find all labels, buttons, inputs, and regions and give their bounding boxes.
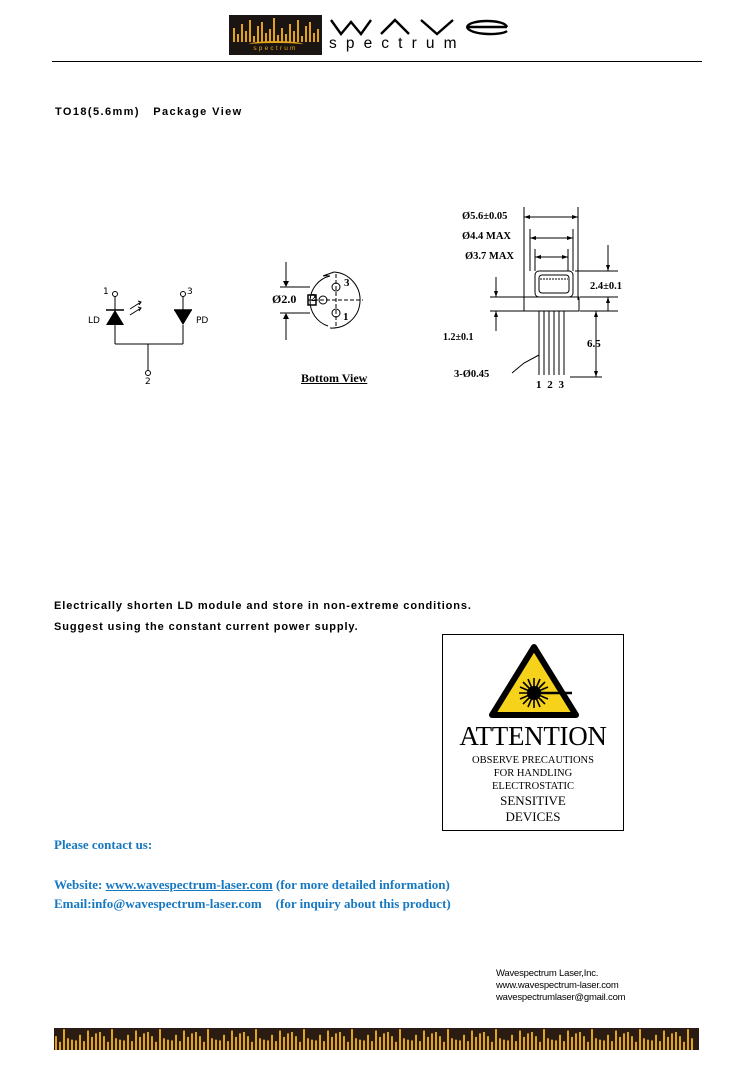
footer-bar-stripe <box>651 1040 653 1050</box>
footer-bar-stripe <box>547 1038 549 1050</box>
logo-bar <box>281 28 283 42</box>
logo-bar <box>253 36 255 42</box>
footer-bar-stripe <box>279 1031 281 1050</box>
footer-bar-stripe <box>187 1037 189 1050</box>
ld-label: LD <box>88 316 100 326</box>
footer-bar-stripe <box>347 1042 349 1050</box>
footer-bar-stripe <box>583 1036 585 1050</box>
footer-bar-stripe <box>219 1040 221 1050</box>
footer-bar-stripe <box>283 1037 285 1050</box>
logo-bar <box>301 36 303 42</box>
footer-bar-stripe <box>443 1042 445 1050</box>
footer-bar-stripe <box>611 1041 613 1050</box>
attention-line-4: SENSITIVE <box>500 793 566 808</box>
footer-bar-stripe <box>263 1040 265 1050</box>
footer-bar-stripe <box>463 1035 465 1050</box>
note-storage: Electrically shorten LD module and store in non-extreme conditions. <box>54 600 472 612</box>
footer-bar-stripe <box>515 1041 517 1050</box>
footer-bar-stripe <box>399 1029 401 1050</box>
footer-bar-stripe <box>687 1029 689 1050</box>
logo-bar <box>261 22 263 42</box>
logo-spectrum-small: spectrum <box>253 45 298 52</box>
footer-bar-stripe <box>395 1042 397 1050</box>
logo-bar <box>313 33 315 42</box>
dim-leads: 3-Ø0.45 <box>454 369 490 380</box>
footer-bar-stripe <box>479 1033 481 1050</box>
footer-bar-stripe <box>59 1042 61 1050</box>
footer-bar-stripe <box>559 1035 561 1050</box>
footer-bar-stripe <box>311 1040 313 1050</box>
footer-bar-stripe <box>239 1033 241 1050</box>
footer-decorative-bar <box>54 1028 699 1050</box>
footer-bar-stripe <box>159 1029 161 1050</box>
logo-bars-graphic <box>229 17 322 43</box>
footer-bar-stripe <box>199 1036 201 1050</box>
footer-bar-stripe <box>667 1037 669 1050</box>
esd-attention-box <box>442 634 624 831</box>
footer-bar-stripe <box>551 1040 553 1050</box>
footer-bar-stripe <box>251 1042 253 1050</box>
footer-bar-stripe <box>103 1036 105 1050</box>
footer-bar-stripe <box>83 1041 85 1050</box>
footer-bar-stripe <box>259 1038 261 1050</box>
footer-bar-stripe <box>247 1036 249 1050</box>
bottom-view-pin1: 1 <box>343 311 349 323</box>
footer-bar-stripe <box>367 1035 369 1050</box>
footer-bar-stripe <box>99 1032 101 1050</box>
footer-bar-stripe <box>339 1032 341 1050</box>
footer-bar-stripe <box>511 1035 513 1050</box>
footer-bar-stripe <box>207 1029 209 1050</box>
dim-height: 2.4±0.1 <box>590 281 623 292</box>
footer-bar-stripe <box>579 1032 581 1050</box>
footer-bar-stripe <box>327 1031 329 1050</box>
footer-bar-stripe <box>203 1042 205 1050</box>
attention-title: ATTENTION <box>459 721 607 751</box>
footer-bar-stripe <box>179 1041 181 1050</box>
footer-bar-stripe <box>427 1037 429 1050</box>
pin3-label: 3 <box>187 287 193 297</box>
footer-bar-stripe <box>655 1035 657 1050</box>
bottom-view-pin2: 2 <box>311 292 317 304</box>
footer-bar-stripe <box>647 1040 649 1050</box>
logo-bar <box>293 31 295 42</box>
attention-line-5: DEVICES <box>505 809 561 824</box>
footer-bar-stripe <box>471 1031 473 1050</box>
footer-bar-stripe <box>363 1040 365 1050</box>
logo-mark <box>229 15 322 55</box>
footer-bar-stripe <box>111 1029 113 1050</box>
footer-bar-stripe <box>643 1038 645 1050</box>
footer-bar-stripe <box>119 1040 121 1050</box>
footer-bar-stripe <box>243 1032 245 1050</box>
logo-bar <box>257 26 259 42</box>
footer-bar-stripe <box>603 1040 605 1050</box>
footer-bar-stripe <box>503 1040 505 1050</box>
footer-bar-stripe <box>315 1040 317 1050</box>
company-website: www.wavespectrum-laser.com <box>496 980 619 991</box>
footer-bar-stripe <box>523 1037 525 1050</box>
footer-bar-stripe <box>287 1033 289 1050</box>
website-link[interactable]: www.wavespectrum-laser.com <box>105 877 273 892</box>
footer-bar-stripe <box>267 1040 269 1050</box>
footer-bar-stripe <box>407 1040 409 1050</box>
footer-bar-stripe <box>495 1029 497 1050</box>
footer-bar-stripe <box>595 1038 597 1050</box>
email-suffix: (for inquiry about this product) <box>275 896 451 911</box>
pin-circuit-diagram <box>80 282 230 392</box>
header-logo <box>229 15 519 57</box>
logo-bar <box>305 26 307 42</box>
footer-bar-stripe <box>683 1042 685 1050</box>
footer-bar-stripe <box>123 1040 125 1050</box>
logo-bar <box>317 29 319 42</box>
footer-bar-stripe <box>507 1040 509 1050</box>
footer-bar-stripe <box>439 1036 441 1050</box>
note-power-supply: Suggest using the constant current power supply. <box>54 621 359 633</box>
footer-bar-stripe <box>455 1040 457 1050</box>
logo-spectrum-wordmark: s p e c t r u m <box>329 35 459 52</box>
footer-bar-stripe <box>475 1037 477 1050</box>
footer-bar-stripe <box>71 1040 73 1050</box>
footer-bar-stripe <box>79 1035 81 1050</box>
footer-bar-stripe <box>555 1040 557 1050</box>
footer-bar-stripe <box>155 1042 157 1050</box>
footer-bar-stripe <box>303 1029 305 1050</box>
email-line <box>54 896 451 912</box>
footer-bar-stripe <box>527 1033 529 1050</box>
company-email: wavespectrumlaser@gmail.com <box>496 992 626 1003</box>
footer-bar-stripe <box>299 1042 301 1050</box>
footer-bar-stripe <box>295 1036 297 1050</box>
footer-bar-stripe <box>151 1036 153 1050</box>
dim-lead-length: 6.5 <box>587 338 601 350</box>
footer-bar-stripe <box>95 1033 97 1050</box>
pin1-label: 1 <box>103 287 109 297</box>
logo-bar <box>289 24 291 42</box>
footer-bar-stripe <box>271 1035 273 1050</box>
footer-bar-stripe <box>163 1038 165 1050</box>
dim-inner: Ø3.7 MAX <box>465 251 514 262</box>
footer-bar-stripe <box>483 1032 485 1050</box>
footer-bar-stripe <box>671 1033 673 1050</box>
footer-bar-stripe <box>451 1038 453 1050</box>
footer-bar-stripe <box>131 1041 133 1050</box>
footer-bar-stripe <box>431 1033 433 1050</box>
footer-bar-stripe <box>143 1033 145 1050</box>
laser-warning-icon <box>488 643 580 719</box>
footer-bar-stripe <box>571 1037 573 1050</box>
logo-bar <box>273 18 275 42</box>
footer-bar-stripe <box>355 1038 357 1050</box>
contact-title: Please contact us: <box>54 837 153 852</box>
footer-bar-stripe <box>323 1041 325 1050</box>
footer-bar-stripe <box>335 1033 337 1050</box>
logo-bar <box>249 20 251 42</box>
footer-bar-stripe <box>227 1041 229 1050</box>
footer-bar-stripe <box>563 1041 565 1050</box>
footer-bar-stripe <box>115 1038 117 1050</box>
footer-bar-stripe <box>127 1035 129 1050</box>
footer-bar-stripe <box>675 1032 677 1050</box>
footer-bar-stripe <box>615 1031 617 1050</box>
attention-line-1: OBSERVE PRECAUTIONS <box>472 755 594 766</box>
footer-bar-stripe <box>531 1032 533 1050</box>
footer-bar-stripe <box>167 1040 169 1050</box>
footer-bar-stripe <box>75 1040 77 1050</box>
footer-bar-stripe <box>255 1029 257 1050</box>
footer-bar-stripe <box>403 1038 405 1050</box>
footer-bar-stripe <box>519 1031 521 1050</box>
footer-bar-stripe <box>91 1037 93 1050</box>
footer-bar-stripe <box>659 1041 661 1050</box>
footer-bar-stripe <box>231 1031 233 1050</box>
footer-bar-stripe <box>275 1041 277 1050</box>
footer-bar-stripe <box>487 1036 489 1050</box>
pd-label: PD <box>196 316 209 326</box>
footer-bar-stripe <box>171 1040 173 1050</box>
header-divider <box>52 61 702 62</box>
footer-bar-stripe <box>383 1033 385 1050</box>
website-prefix: Website: <box>54 877 106 892</box>
dim-outer: Ø5.6±0.05 <box>462 211 508 222</box>
footer-bar-stripe <box>627 1032 629 1050</box>
footer-bar-stripe <box>623 1033 625 1050</box>
footer-bar-stripe <box>587 1042 589 1050</box>
footer-bar-stripe <box>375 1031 377 1050</box>
footer-bar-stripe <box>691 1038 693 1050</box>
attention-line-3: ELECTROSTATIC <box>492 781 574 792</box>
footer-bar-stripe <box>223 1035 225 1050</box>
footer-bar-stripe <box>491 1042 493 1050</box>
footer-bar-stripe <box>183 1031 185 1050</box>
footer-bar-stripe <box>191 1033 193 1050</box>
footer-bar-stripe <box>619 1037 621 1050</box>
logo-bar <box>241 24 243 42</box>
website-line <box>54 877 450 893</box>
footer-bar-stripe <box>423 1031 425 1050</box>
footer-bar-stripe <box>663 1031 665 1050</box>
bottom-view-diameter: Ø2.0 <box>272 292 297 306</box>
footer-bar-stripe <box>591 1029 593 1050</box>
footer-bar-stripe <box>343 1036 345 1050</box>
footer-bar-stripe <box>411 1040 413 1050</box>
footer-bar-stripe <box>639 1029 641 1050</box>
logo-bar <box>237 34 239 42</box>
footer-bar-stripe <box>195 1032 197 1050</box>
footer-bar-stripe <box>635 1042 637 1050</box>
email-address[interactable]: Email:info@wavespectrum-laser.com <box>54 896 262 911</box>
dim-flange: 1.2±0.1 <box>443 332 474 343</box>
package-title: TO18(5.6mm) Package View <box>55 106 243 118</box>
footer-bar-stripe <box>535 1036 537 1050</box>
website-suffix: (for more detailed information) <box>272 877 450 892</box>
company-name: Wavespectrum Laser,Inc. <box>496 968 599 979</box>
dim-mid: Ø4.4 MAX <box>462 231 511 242</box>
logo-bar <box>245 31 247 42</box>
footer-bar-stripe <box>55 1036 57 1050</box>
footer-bar-stripe <box>607 1035 609 1050</box>
footer-bar-stripe <box>415 1035 417 1050</box>
footer-bar-stripe <box>107 1042 109 1050</box>
footer-bar-stripe <box>387 1032 389 1050</box>
footer-bar-stripe <box>139 1037 141 1050</box>
logo-bar <box>297 20 299 42</box>
pin2-label: 2 <box>145 377 151 387</box>
footer-bar-stripe <box>211 1038 213 1050</box>
bottom-view-pin3: 3 <box>344 277 350 289</box>
attention-line-2: FOR HANDLING <box>493 768 573 779</box>
logo-wave-wordmark <box>329 16 519 36</box>
footer-bar-stripe <box>359 1040 361 1050</box>
footer-bar-stripe <box>631 1036 633 1050</box>
footer-bar-stripe <box>215 1040 217 1050</box>
footer-bar-stripe <box>319 1035 321 1050</box>
footer-bar-stripe <box>679 1036 681 1050</box>
footer-bar-stripe <box>447 1029 449 1050</box>
footer-bar-stripe <box>291 1032 293 1050</box>
footer-bar-stripe <box>575 1033 577 1050</box>
footer-bar-stripe <box>147 1032 149 1050</box>
footer-bar-stripe <box>331 1037 333 1050</box>
footer-bar-stripe <box>419 1041 421 1050</box>
footer-bar-stripe <box>499 1038 501 1050</box>
side-view-pin-numbers: 1 2 3 <box>536 379 564 391</box>
bottom-view-caption: Bottom View <box>301 371 368 385</box>
company-info <box>496 968 625 1004</box>
footer-bar-stripe <box>459 1040 461 1050</box>
footer-bar-stripe <box>135 1031 137 1050</box>
footer-bar-stripe <box>87 1031 89 1050</box>
footer-bar-stripe <box>467 1041 469 1050</box>
footer-bar-stripe <box>435 1032 437 1050</box>
logo-bar <box>233 28 235 42</box>
footer-bar-stripe <box>307 1038 309 1050</box>
footer-bar-stripe <box>63 1029 65 1050</box>
logo-bar <box>309 22 311 42</box>
footer-bar-stripe <box>379 1037 381 1050</box>
footer-bar-stripe <box>539 1042 541 1050</box>
footer-bar-stripe <box>391 1036 393 1050</box>
footer-bar-stripe <box>175 1035 177 1050</box>
footer-bar-stripe <box>567 1031 569 1050</box>
footer-bar-stripe <box>235 1037 237 1050</box>
footer-bar-stripe <box>543 1029 545 1050</box>
footer-bar-stripe <box>371 1041 373 1050</box>
footer-bar-stripe <box>67 1038 69 1050</box>
footer-bar-stripe <box>351 1029 353 1050</box>
footer-bar-stripe <box>599 1040 601 1050</box>
